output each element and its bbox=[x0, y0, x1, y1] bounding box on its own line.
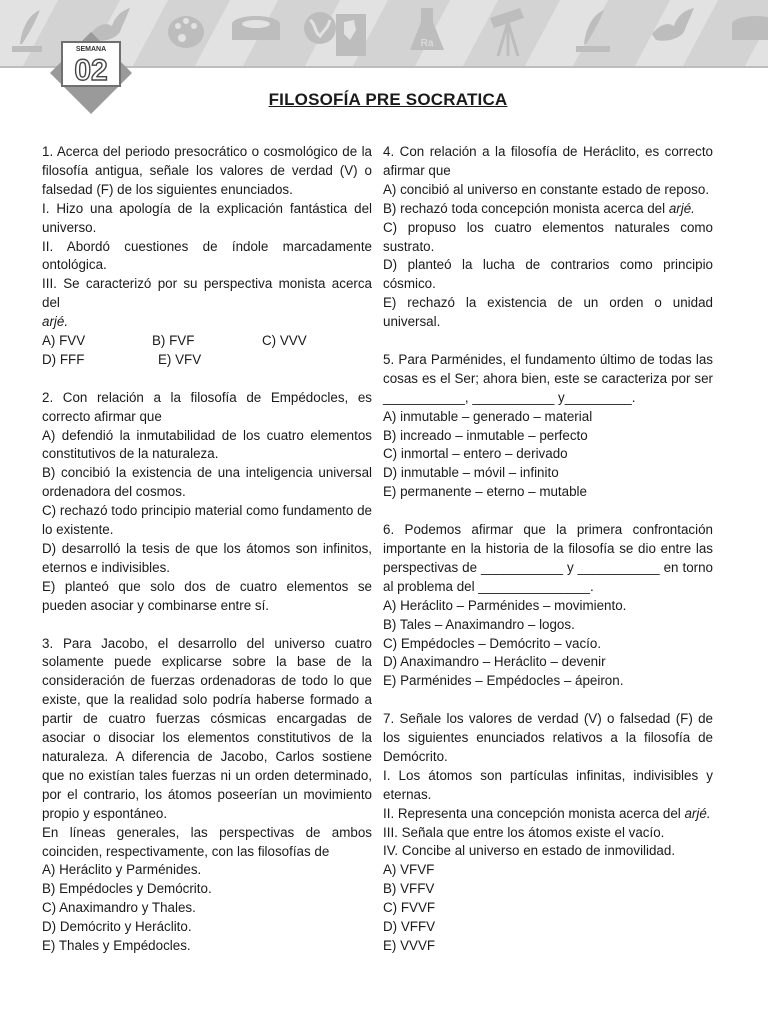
q4-option-c[interactable]: C) propuso los cuatro elementos naturales como sustrato. bbox=[383, 219, 713, 254]
q1-statement-3-text: III. Se caracterizó por su perspectiva monista acerca del bbox=[42, 276, 372, 311]
q4-arje: arjé. bbox=[668, 200, 695, 216]
q4-option-a[interactable]: A) concibió al universo en constante estado de reposo. bbox=[383, 181, 710, 197]
q1-option-a[interactable]: A) FVV bbox=[42, 333, 86, 349]
question-3-stem-2: En líneas generales, las perspectivas de ambos coinciden, respectivamente, con las filosofías de bbox=[42, 824, 372, 859]
question-7-stem: 7. Señale los valores de verdad (V) o falsedad (F) de los siguientes enunciados relativos a la filosofía de Demócrito. bbox=[383, 711, 713, 764]
q5-option-b[interactable]: B) increado – inmutable – perfecto bbox=[383, 427, 588, 443]
question-5-stem: 5. Para Parménides, el fundamento último de todas las cosas es el Ser; ahora bien, este se caracteriza por ser ___________, ___________ y_________. bbox=[383, 351, 713, 405]
q3-option-c[interactable]: C) Anaximandro y Thales. bbox=[42, 900, 196, 916]
q6-option-d[interactable]: D) Anaximandro – Heráclito – devenir bbox=[383, 654, 606, 670]
flask-icon bbox=[406, 6, 448, 58]
q2-option-c[interactable]: C) rechazó todo principio material como fundamento de lo existente. bbox=[42, 503, 372, 538]
q5-option-a[interactable]: A) inmutable – generado – material bbox=[383, 408, 593, 424]
q3-option-d[interactable]: D) Demócrito y Heráclito. bbox=[42, 919, 192, 935]
q2-option-d[interactable]: D) desarrolló la tesis de que los átomos son infinitos, eternos e indivisibles. bbox=[42, 541, 372, 575]
dove-icon bbox=[648, 6, 698, 56]
q6-option-e[interactable]: E) Parménides – Empédocles – ápeiron. bbox=[383, 673, 624, 689]
q1-option-c[interactable]: C) VVV bbox=[262, 333, 307, 349]
page-title: FILOSOFÍA PRE SOCRATICA bbox=[268, 90, 508, 109]
q5-option-e[interactable]: E) permanente – eterno – mutable bbox=[383, 484, 587, 500]
q1-options-row-2 bbox=[42, 351, 372, 370]
palette-icon bbox=[164, 6, 210, 56]
q6-option-c[interactable]: C) Empédocles – Demócrito – vacío. bbox=[383, 635, 602, 651]
q5-option-d[interactable]: D) inmutable – móvil – infinito bbox=[383, 465, 559, 481]
q6-option-a[interactable]: A) Heráclito – Parménides – movimiento. bbox=[383, 597, 627, 613]
q3-option-e[interactable]: E) Thales y Empédocles. bbox=[42, 938, 191, 954]
q7-option-e[interactable]: E) VVVF bbox=[383, 938, 436, 954]
quill-book-icon bbox=[570, 6, 616, 56]
quill-book-icon bbox=[6, 6, 48, 56]
q7-statement-2-text: II. Representa una concepción monista acerca del bbox=[383, 805, 681, 821]
q3-option-a[interactable]: A) Heráclito y Parménides. bbox=[42, 862, 202, 878]
q7-option-d[interactable]: D) VFFV bbox=[383, 919, 436, 935]
map-book-icon bbox=[332, 6, 372, 62]
q1-options-row-1 bbox=[42, 332, 372, 351]
question-2-stem: 2. Con relación a la filosofía de Empédocles, es correcto afirmar que bbox=[42, 389, 372, 424]
q4-option-e[interactable]: E) rechazó la existencia de un orden o unidad universal. bbox=[383, 295, 713, 330]
svg-text:Ra: Ra bbox=[420, 38, 434, 49]
stadium-icon bbox=[728, 6, 768, 56]
q4-option-d[interactable]: D) planteó la lucha de contrarios como principio cósmico. bbox=[383, 257, 713, 292]
telescope-icon bbox=[486, 6, 532, 62]
stadium-icon bbox=[228, 6, 284, 56]
q2-option-a[interactable]: A) defendió la inmutabilidad de los cuatro elementos constitutivos de la naturaleza. bbox=[42, 427, 372, 462]
week-number: 02 bbox=[74, 54, 108, 87]
week-label: SEMANA bbox=[75, 46, 107, 53]
q1-option-d[interactable]: D) FFF bbox=[42, 351, 85, 367]
question-3-stem: 3. Para Jacobo, el desarrollo del universo cuatro solamente puede explicarse sobre la base de la consideración de fuerzas ordenadoras de todo lo que existe, que la realidad solo podría haberse formado a partir de cuatro fuerzas cósmicas encargadas de asociar o disociar los elementos constitutivos de la naturaleza. A diferencia de Jacobo, Carlos sostiene que no existían tales fuerzas ni un orden determinado, por el contrario, los átomos poseerían un movimiento propio y espontáneo. bbox=[42, 635, 372, 821]
right-column bbox=[383, 143, 713, 956]
q1-statement-2: II. Abordó cuestiones de índole marcadamente ontológica. bbox=[42, 238, 372, 273]
q2-option-e[interactable]: E) planteó que solo dos de cuatro elementos se pueden asociar y combinarse entre sí. bbox=[42, 578, 372, 613]
q5-option-c[interactable]: C) inmortal – entero – derivado bbox=[383, 446, 568, 462]
q7-option-c[interactable]: C) FVVF bbox=[383, 900, 436, 916]
q1-statement-1: I. Hizo una apología de la explicación fantástica del universo. bbox=[42, 200, 372, 235]
q7-statement-1: I. Los átomos son partículas infinitas, indivisibles y eternas. bbox=[383, 767, 713, 802]
left-column bbox=[42, 143, 372, 956]
q7-option-a[interactable]: A) VFVF bbox=[383, 862, 435, 878]
q7-option-b[interactable]: B) VFFV bbox=[383, 881, 435, 897]
q6-option-b[interactable]: B) Tales – Anaximandro – logos. bbox=[383, 616, 575, 632]
q1-arje: arjé. bbox=[42, 314, 69, 330]
question-1-stem: 1. Acerca del periodo presocrático o cosmológico de la filosofía antigua, señale los valores de verdad (V) o falsedad (F) de los siguientes enunciados. bbox=[42, 144, 372, 197]
q7-statement-3: III. Señala que entre los átomos existe el vacío. bbox=[383, 824, 665, 840]
q1-option-e[interactable]: E) VFV bbox=[158, 351, 202, 367]
q1-statement-3 bbox=[42, 275, 372, 332]
q4-option-b[interactable] bbox=[383, 200, 713, 219]
question-4-stem: 4. Con relación a la filosofía de Heráclito, es correcto afirmar que bbox=[383, 144, 713, 178]
q7-statement-4: IV. Concibe al universo en estado de inmovilidad. bbox=[383, 843, 676, 859]
q3-option-b[interactable]: B) Empédocles y Demócrito. bbox=[42, 881, 212, 897]
q1-option-b[interactable]: B) FVF bbox=[152, 333, 195, 349]
q4-option-b-text: B) rechazó toda concepción monista acerca del bbox=[383, 200, 666, 216]
q2-option-b[interactable]: B) concibió la existencia de una inteligencia universal ordenadora del cosmos. bbox=[42, 465, 372, 500]
q7-statement-2 bbox=[383, 805, 713, 824]
q7-arje: arjé. bbox=[684, 805, 711, 821]
question-6-stem: 6. Podemos afirmar que la primera confrontación importante en la historia de la filosofía se dio entre las perspectivas de ___________ y ___________ en torno al problema del _______________. bbox=[383, 522, 713, 594]
